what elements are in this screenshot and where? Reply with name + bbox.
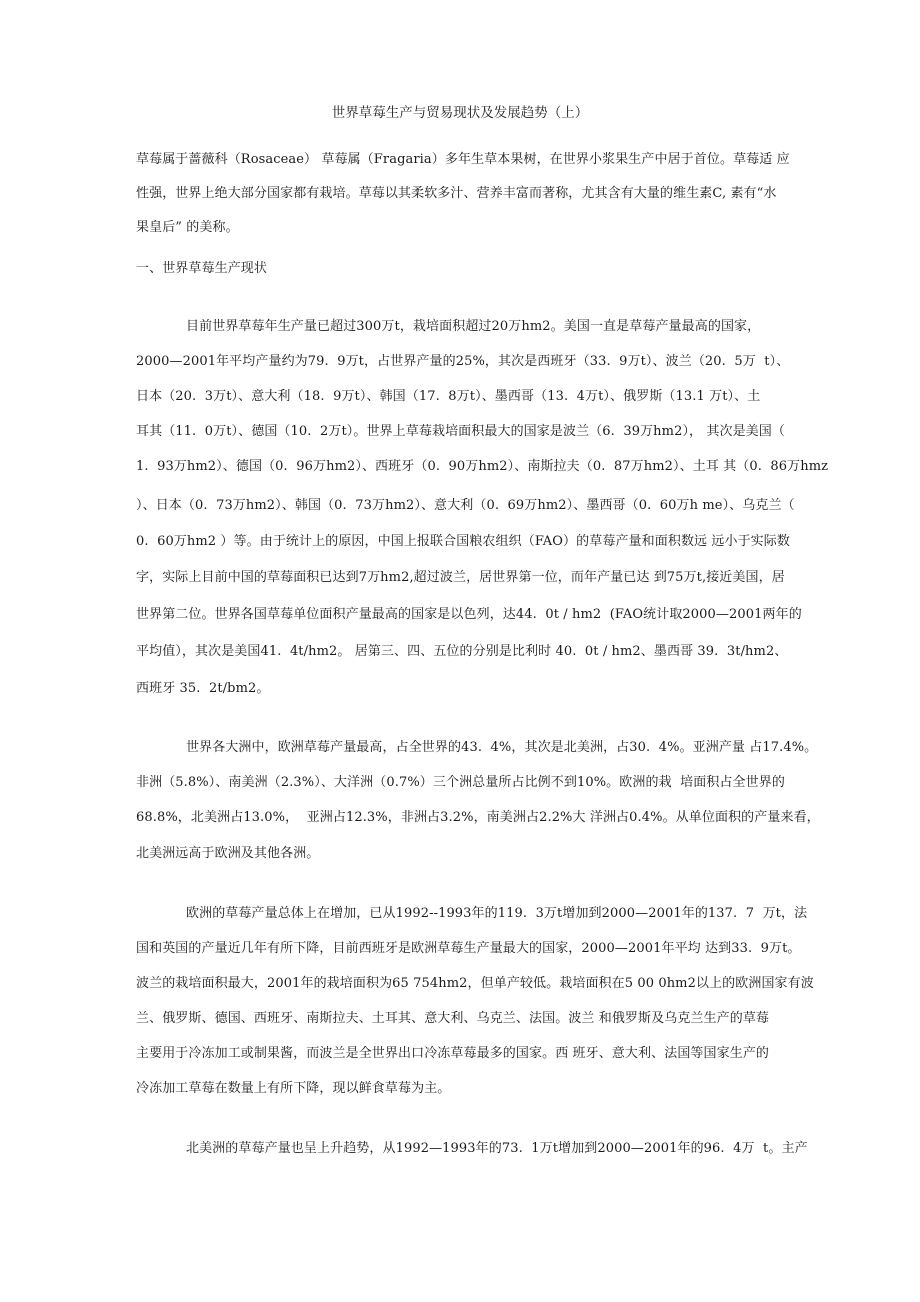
paragraph-line: 目前世界草莓年生产量已超过300万t，栽培面积超过20万hm2。美国一直是草莓产量最高的国家， bbox=[186, 319, 761, 334]
paragraph-line: 兰、俄罗斯、德国、西班牙、南斯拉夫、土耳其、意大利、乌克兰、法国。波兰 和俄罗斯及乌克兰生产的草莓 bbox=[136, 1011, 770, 1026]
paragraph-line: 西班牙 35. 2t/bm2。 bbox=[136, 681, 270, 696]
paragraph-line: 欧洲的草莓产量总体上在增加，已从1992--1993年的119. 3万t增加到2000—2001年的137. 7 万t，法 bbox=[186, 906, 808, 921]
paragraph-line: 字，实际上目前中国的草莓面积已达到7万hm2,超过波兰，居世界第一位，而年产量已达 到75万t,接近美国，居 bbox=[136, 570, 785, 585]
paragraph-line: 冷冻加工草莓在数量上有所下降，现以鲜食草莓为主。 bbox=[136, 1081, 451, 1096]
paragraph-line: 68.8%，北美洲占13.0%， 亚洲占12.3%，非洲占3.2%，南美洲占2.2%大 洋洲占0.4%。从单位面积的产量来看， bbox=[136, 810, 820, 825]
paragraph-line: 世界第二位。世界各国草莓单位面积产量最高的国家是以色列，达44. 0t / hm2 (FAO统计取2000—2001两年的 bbox=[136, 607, 802, 622]
paragraph-line: 国和英国的产量近几年有所下降，目前西班牙是欧洲草莓生产量最大的国家，2000—2001年平均 达到33. 9万t。 bbox=[136, 941, 801, 956]
paragraph-line: 平均值），其次是美国41. 4t/hm2。 居第三、四、五位的分别是比利时 40. 0t / hm2、墨西哥 39. 3t/hm2、 bbox=[136, 644, 788, 659]
paragraph-line: ）、日本（0. 73万hm2）、韩国（0. 73万hm2）、意大利（0. 69万hm2）、墨西哥（0. 60万h me）、乌克兰（ bbox=[136, 498, 795, 513]
intro-line: 性强，世界上绝大部分国家都有栽培。草莓以其柔软多汁、营养丰富而著称，尤其含有大量的维生素C, 素有“水 bbox=[136, 186, 777, 201]
section-heading: 一、世界草莓生产现状 bbox=[136, 261, 268, 276]
paragraph-line: 耳其（11. 0万t）、德国（10. 2万t）。世界上草莓栽培面积最大的国家是波兰（6. 39万hm2）， 其次是美国（ bbox=[136, 424, 785, 439]
paragraph-line: 2000—2001年平均产量约为79. 9万t，占世界产量的25%，其次是西班牙（33. 9万t）、波兰（20. 5万 t）、 bbox=[136, 354, 790, 369]
paragraph-line: 日本（20. 3万t）、意大利（18. 9万t）、韩国（17. 8万t）、墨西哥（13. 4万t）、俄罗斯（13.1 万t）、土 bbox=[136, 389, 761, 404]
paragraph-line: 世界各大洲中，欧洲草莓产量最高，占全世界的43. 4%，其次是北美洲，占30. 4%。亚洲产量 占17.4%。 bbox=[186, 740, 818, 755]
paragraph-line: 主要用于冷冻加工或制果酱，而波兰是全世界出口冷冻草莓最多的国家。西 班牙、意大利、法国等国家生产的 bbox=[136, 1046, 770, 1061]
paragraph-line: 北美洲的草莓产量也呈上升趋势，从1992—1993年的73. 1万t增加到2000—2001年的96. 4万 t。主产 bbox=[186, 1141, 808, 1156]
paragraph-line: 非洲（5.8%）、南美洲（2.3%）、大洋洲（0.7%）三个洲总量所占比例不到10%。欧洲的栽 培面积占全世界的 bbox=[136, 775, 785, 790]
document-title: 世界草莓生产与贸易现状及发展趋势（上） bbox=[331, 105, 589, 121]
intro-line: 草莓属于蔷薇科（Rosaceae） 草莓属（Fragaria）多年生草本果树，在世界小浆果生产中居于首位。草莓适 应 bbox=[136, 152, 790, 167]
paragraph-line: 北美洲远高于欧洲及其他各洲。 bbox=[136, 846, 320, 861]
paragraph-line: 波兰的栽培面积最大，2001年的栽培面积为65 754hm2，但单产较低。栽培面积在5 00 0hm2以上的欧洲国家有波 bbox=[136, 976, 814, 991]
paragraph-line: 1. 93万hm2）、德国（0. 96万hm2）、西班牙（0. 90万hm2）、南斯拉夫（0. 87万hm2）、土耳 其（0. 86万hmz bbox=[136, 459, 829, 474]
paragraph-line: 0. 60万hm2 ）等。由于统计上的原因，中国上报联合国粮农组织（FAO）的草莓产量和面积数远 远小于实际数 bbox=[136, 534, 790, 549]
intro-line: 果皇后” 的美称。 bbox=[136, 220, 239, 235]
